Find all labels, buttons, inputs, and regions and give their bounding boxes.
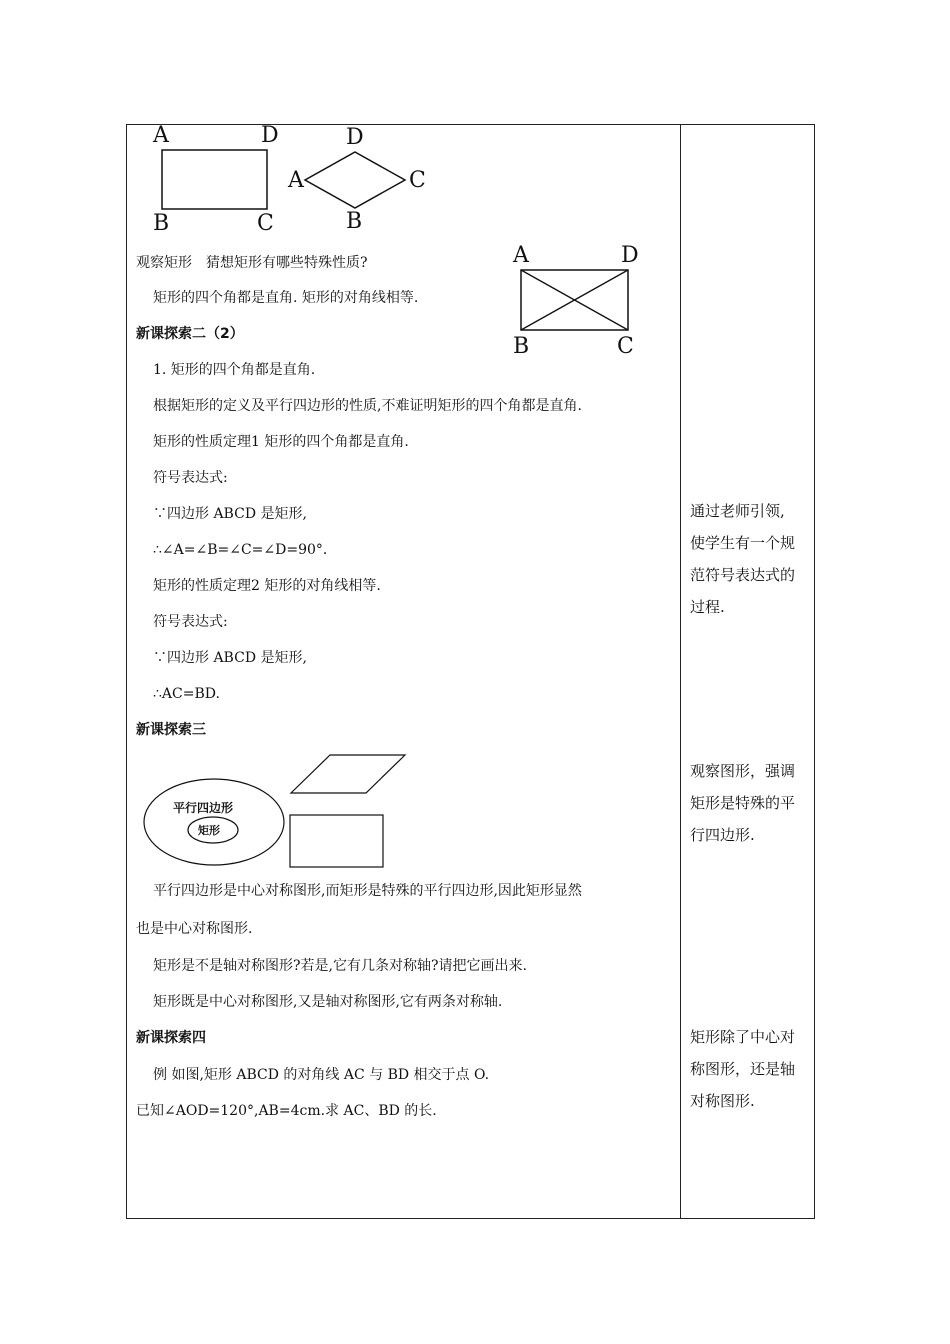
rect2-label-a: A [513, 243, 529, 268]
text-central-symmetry-cont: 也是中心对称图形. [136, 921, 253, 937]
rhombus-label-a: A [288, 168, 304, 193]
side-note-3-line: 矩形除了中心对 [690, 1028, 796, 1046]
rhombus-label-c: C [409, 168, 426, 193]
text-therefore-1: ∴∠A=∠B=∠C=∠D=90°． [153, 542, 337, 558]
venn-inner-label: 矩形 [198, 824, 220, 837]
heading-explore-4: 新课探索四 [136, 1030, 206, 1046]
text-because-2: ∵四边形 ABCD 是矩形, [153, 650, 307, 666]
text-axis-answer: 矩形既是中心对称图形,又是轴对称图形,它有两条对称轴. [153, 994, 503, 1010]
side-note-3 [690, 1021, 810, 1117]
rect2-label-c: C [617, 334, 634, 359]
rhombus-label-d: D [346, 125, 364, 150]
rect1-label-b: B [153, 211, 170, 236]
rectangle-figure-1 [162, 150, 267, 209]
text-symbol-1: 符号表达式: [153, 470, 228, 486]
rect1-label-c: C [257, 211, 274, 236]
text-item-1: 1. 矩形的四个角都是直角. [153, 362, 316, 378]
rect1-label-d: D [261, 123, 279, 148]
side-note-1 [690, 495, 810, 623]
text-theorem-2: 矩形的性质定理2 矩形的对角线相等. [153, 578, 381, 594]
side-note-2 [690, 755, 810, 851]
rhombus-label-b: B [346, 209, 363, 234]
heading-explore-3: 新课探索三 [136, 722, 206, 738]
side-note-1-line: 通过老师引领, [690, 502, 785, 520]
side-note-1-line: 使学生有一个规 [690, 534, 796, 552]
text-therefore-2: ∴AC=BD. [153, 686, 220, 702]
small-rectangle-figure [290, 815, 383, 867]
rect2-label-b: B [513, 334, 530, 359]
text-guess-answer: 矩形的四个角都是直角. 矩形的对角线相等. [153, 290, 419, 306]
text-because-1: ∵四边形 ABCD 是矩形, [153, 506, 307, 522]
text-symbol-2: 符号表达式: [153, 614, 228, 630]
side-note-2-line: 行四边形. [690, 826, 755, 844]
text-proof-note: 根据矩形的定义及平行四边形的性质,不难证明矩形的四个角都是直角. [153, 398, 582, 414]
rhombus-figure [305, 152, 405, 208]
side-note-3-line: 称图形，还是轴 [690, 1060, 796, 1078]
rect2-label-d: D [621, 243, 639, 268]
side-note-1-line: 过程. [690, 598, 725, 616]
text-axis-question: 矩形是不是轴对称图形?若是,它有几条对称轴?请把它画出来. [153, 958, 527, 974]
heading-explore-2: 新课探索二（2） [136, 326, 244, 342]
venn-outer-label: 平行四边形 [173, 801, 234, 815]
side-note-1-line: 范符号表达式的 [690, 566, 796, 584]
side-note-3-line: 对称图形. [690, 1092, 755, 1110]
side-note-2-line: 矩形是特殊的平 [690, 794, 796, 812]
text-example: 例 如图,矩形 ABCD 的对角线 AC 与 BD 相交于点 O. [153, 1067, 490, 1083]
parallelogram-figure [291, 755, 405, 793]
text-example-given: 已知∠AOD=120°,AB=4cm.求 AC、BD 的长. [136, 1103, 437, 1119]
rect1-label-a: A [153, 123, 169, 148]
side-note-2-line: 观察图形，强调 [690, 762, 796, 780]
text-theorem-1: 矩形的性质定理1 矩形的四个角都是直角. [153, 434, 409, 450]
text-central-symmetry: 平行四边形是中心对称图形,而矩形是特殊的平行四边形,因此矩形显然 [153, 883, 582, 899]
text-observe: 观察矩形 猜想矩形有哪些特殊性质? [136, 255, 368, 271]
